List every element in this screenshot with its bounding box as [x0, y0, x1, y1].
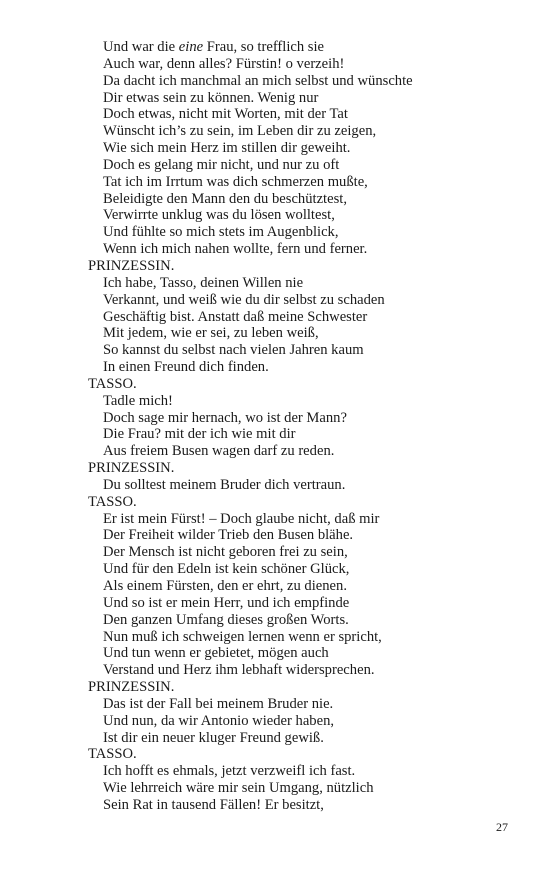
- line-text: Doch es gelang mir nicht, und nur zu oft: [103, 156, 340, 173]
- line-text: Ich habe, Tasso, deinen Willen nie: [103, 274, 304, 291]
- line-text: Der Mensch ist nicht geboren frei zu sein,: [103, 544, 348, 561]
- speaker-name: [88, 746, 528, 763]
- verse-line: [88, 578, 528, 595]
- verse-line: [88, 612, 528, 629]
- line-text: Tadle mich!: [103, 392, 173, 409]
- verse-line: [88, 477, 528, 494]
- verse-line: [88, 780, 528, 797]
- line-text: Frau, so trefflich sie: [203, 39, 325, 55]
- line-text: Er ist mein Fürst! – Doch glaube nicht, daß mir: [103, 510, 380, 527]
- line-text: Verkannt, und weiß wie du dir selbst zu schaden: [103, 291, 385, 308]
- verse-line: [88, 645, 528, 662]
- play-text: [88, 39, 528, 814]
- line-text: Wünscht ich’s zu sein, im Leben dir zu zeigen,: [103, 123, 377, 140]
- line-text: Ich hofft es ehmals, jetzt verzweifl ich fast.: [103, 763, 356, 780]
- verse-line: [88, 292, 528, 309]
- line-text: Sein Rat in tausend Fällen! Er besitzt,: [103, 796, 324, 813]
- verse-line: [88, 730, 528, 747]
- line-text: Beleidigte den Mann den du beschütztest,: [103, 190, 347, 207]
- verse-line: [88, 224, 528, 241]
- emphasized-word: eine: [178, 39, 204, 55]
- verse-line: [88, 241, 528, 258]
- verse-line: [88, 106, 528, 123]
- verse-line: [88, 90, 528, 107]
- line-text: Das ist der Fall bei meinem Bruder nie.: [103, 695, 334, 712]
- line-text: PRINZESSIN.: [88, 257, 175, 274]
- line-text: Doch etwas, nicht mit Worten, mit der Tat: [103, 106, 348, 123]
- verse-line: [88, 763, 528, 780]
- speaker-name: [88, 494, 528, 511]
- line-text: TASSO.: [88, 375, 137, 392]
- verse-line: [88, 797, 528, 814]
- verse-line: [88, 629, 528, 646]
- verse-line: [88, 56, 528, 73]
- line-text: Verwirrte unklug was du lösen wolltest,: [103, 207, 335, 224]
- verse-line: [88, 157, 528, 174]
- line-text: Und fühlte so mich stets im Augenblick,: [103, 224, 339, 241]
- line-text: Aus freiem Busen wagen darf zu reden.: [103, 443, 335, 460]
- verse-line: [88, 595, 528, 612]
- verse-line: [88, 39, 528, 56]
- verse-line: [88, 393, 528, 410]
- verse-line: [88, 275, 528, 292]
- verse-line: [88, 662, 528, 679]
- line-text: Und tun wenn er gebietet, mögen auch: [103, 645, 329, 662]
- line-text: In einen Freund dich finden.: [103, 359, 269, 376]
- verse-line: [88, 511, 528, 528]
- verse-line: [88, 140, 528, 157]
- line-text: Und für den Edeln ist kein schöner Glück,: [103, 561, 350, 578]
- line-text: TASSO.: [88, 493, 137, 510]
- line-text: Und nun, da wir Antonio wieder haben,: [103, 712, 335, 729]
- line-text: Tat ich im Irrtum was dich schmerzen mußte,: [103, 173, 368, 190]
- verse-line: [88, 544, 528, 561]
- line-text: Und war die: [103, 39, 179, 55]
- line-text: PRINZESSIN.: [88, 460, 175, 477]
- verse-line: [88, 713, 528, 730]
- line-text: Mit jedem, wie er sei, zu leben weiß,: [103, 325, 319, 342]
- verse-line: [88, 191, 528, 208]
- speaker-name: [88, 460, 528, 477]
- line-text: Da dacht ich manchmal an mich selbst und wünschte: [103, 72, 413, 89]
- line-text: Und so ist er mein Herr, und ich empfinde: [103, 594, 350, 611]
- line-text: Nun muß ich schweigen lernen wenn er spricht,: [103, 628, 382, 645]
- verse-line: [88, 696, 528, 713]
- line-text: Auch war, denn alles? Fürstin! o verzeih!: [103, 55, 345, 72]
- line-text: So kannst du selbst nach vielen Jahren kaum: [103, 342, 364, 359]
- line-text: PRINZESSIN.: [88, 679, 175, 696]
- line-text: Wenn ich mich nahen wollte, fern und ferner.: [103, 241, 368, 258]
- speaker-name: [88, 376, 528, 393]
- line-text: Die Frau? mit der ich wie mit dir: [103, 426, 296, 443]
- line-text: TASSO.: [88, 746, 137, 763]
- speaker-name: [88, 258, 528, 275]
- line-text: Wie lehrreich wäre mir sein Umgang, nützlich: [103, 780, 374, 797]
- line-text: Wie sich mein Herz im stillen dir geweiht.: [103, 140, 351, 157]
- verse-line: [88, 325, 528, 342]
- verse-line: [88, 309, 528, 326]
- verse-line: [88, 342, 528, 359]
- speaker-name: [88, 679, 528, 696]
- line-text: Ist dir ein neuer kluger Freund gewiß.: [103, 729, 324, 746]
- verse-line: [88, 207, 528, 224]
- verse-line: [88, 426, 528, 443]
- line-text: Verstand und Herz ihm lebhaft widersprechen.: [103, 662, 375, 679]
- verse-line: [88, 527, 528, 544]
- line-text: Geschäftig bist. Anstatt daß meine Schwester: [103, 308, 368, 325]
- line-text: Als einem Fürsten, den er ehrt, zu dienen.: [103, 578, 347, 594]
- line-text: Der Freiheit wilder Trieb den Busen blähe.: [103, 527, 354, 544]
- verse-line: [88, 174, 528, 191]
- line-text: Doch sage mir hernach, wo ist der Mann?: [103, 409, 347, 426]
- verse-line: [88, 359, 528, 376]
- line-text: Dir etwas sein zu können. Wenig nur: [103, 89, 319, 106]
- verse-line: [88, 561, 528, 578]
- line-text: Den ganzen Umfang dieses großen Worts.: [103, 611, 349, 628]
- verse-line: [88, 443, 528, 460]
- verse-line: [88, 123, 528, 140]
- line-text: Du solltest meinem Bruder dich vertraun.: [103, 476, 346, 493]
- verse-line: [88, 73, 528, 90]
- verse-line: [88, 410, 528, 427]
- page-number: 27: [496, 820, 508, 834]
